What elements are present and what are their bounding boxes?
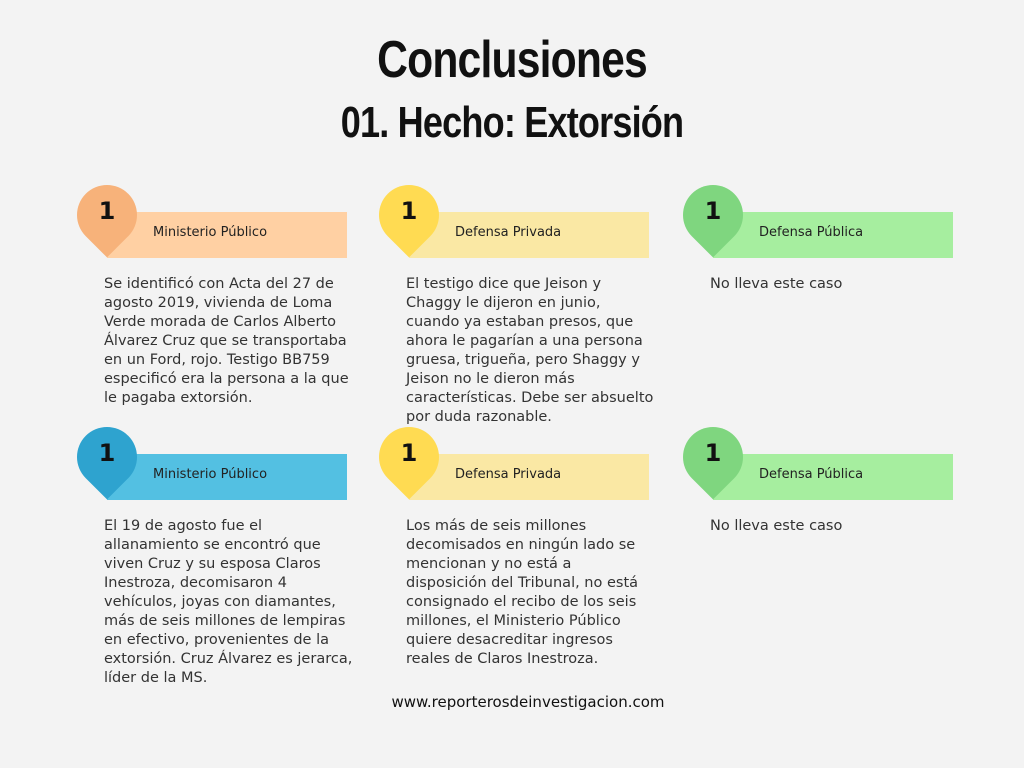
pin-number: 1 — [704, 439, 722, 467]
party-label: Ministerio Público — [153, 467, 268, 482]
card-text: El 19 de agosto fue el allanamiento se encontró que viven Cruz y su esposa Claros Inestroza, decomisaron 4 vehículos, joyas con diamantes, más de seis millones de lempiras en efectivo, provenientes de la extorsión. Cruz Álvarez es jerarca, líder de la MS. — [104, 518, 353, 686]
party-label: Defensa Pública — [759, 467, 864, 482]
party-label: Defensa Privada — [455, 467, 562, 482]
card-text: No lleva este caso — [710, 276, 843, 292]
card-text: Los más de seis millones decomisados en ningún lado se mencionan y no está a disposición del Tribunal, no está consignado el recibo de los seis millones, el Ministerio Público quiere desacreditar ingresos reales de Claros Inestroza. — [406, 518, 639, 667]
page-subtitle: 01. Hecho: Extorsión — [340, 98, 684, 147]
pin-number: 1 — [98, 439, 116, 467]
party-label: Defensa Privada — [455, 225, 562, 240]
page-title: Conclusiones — [377, 31, 647, 89]
footer-url: www.reporterosdeinvestigacion.com — [391, 693, 665, 711]
card-text: No lleva este caso — [710, 518, 843, 534]
pin-number: 1 — [98, 197, 116, 225]
pin-number: 1 — [400, 197, 418, 225]
pin-number: 1 — [400, 439, 418, 467]
card-text: Se identificó con Acta del 27 de agosto 2019, vivienda de Loma Verde morada de Carlos Alberto Álvarez Cruz que se transportaba en un Ford, rojo. Testigo BB759 especificó era la persona a la que le pagaba extorsión. — [104, 276, 349, 406]
card-text: El testigo dice que Jeison y Chaggy le dijeron en junio, cuando ya estaban presos, que ahora le pagarían a una persona gruesa, trigueña, pero Shaggy y Jeison no le dieron más características. Debe ser absuelto por duda razonable. — [406, 276, 654, 425]
party-label: Defensa Pública — [759, 225, 864, 240]
party-label: Ministerio Público — [153, 225, 268, 240]
pin-number: 1 — [704, 197, 722, 225]
